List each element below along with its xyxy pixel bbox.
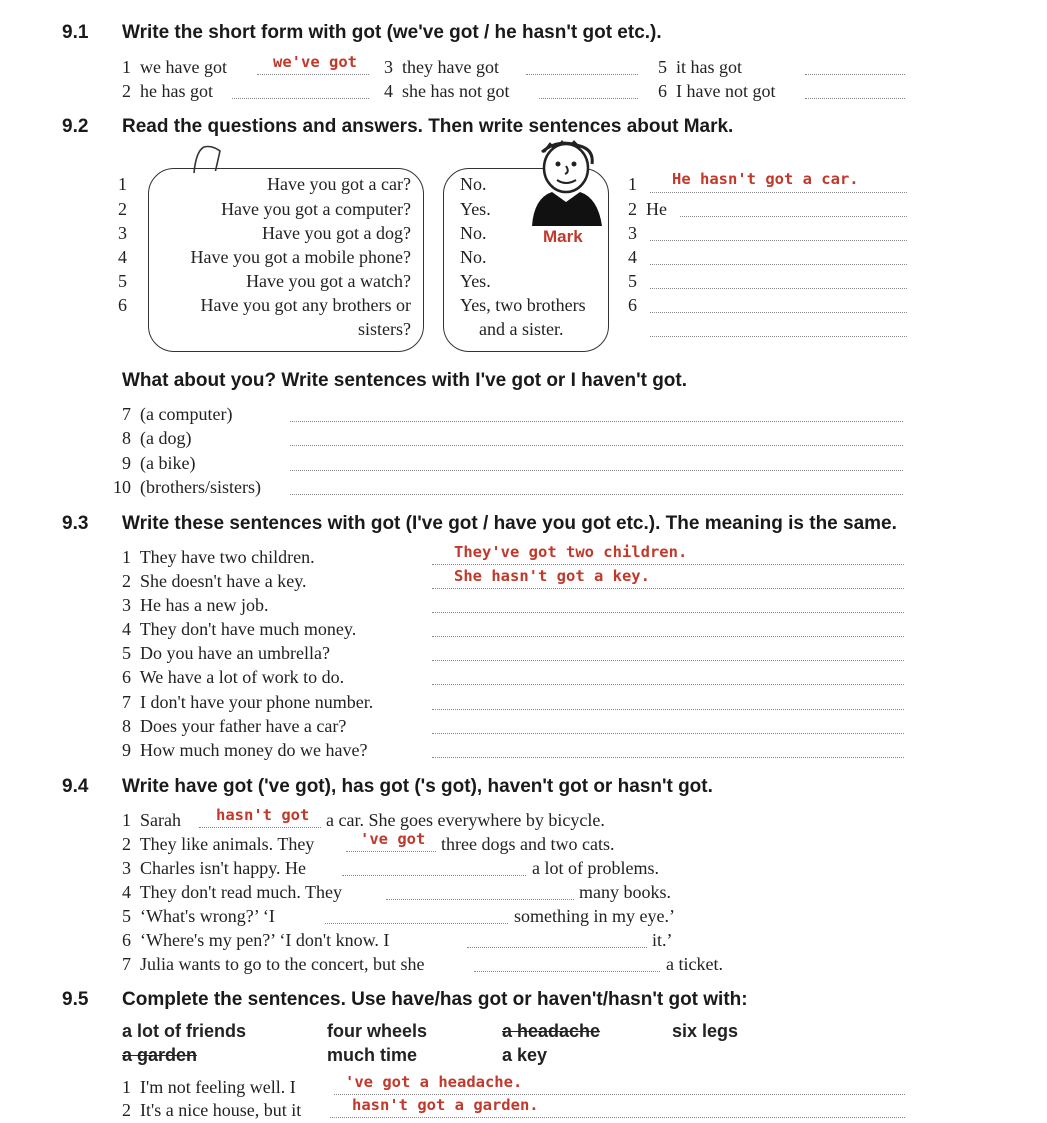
- exercise-9-1-instruction: Write the short form with got (we've got / he hasn't got etc.).: [122, 22, 662, 43]
- mark-sentence-number-2: 2 He: [628, 199, 667, 219]
- ex93-answer-line-1[interactable]: [432, 564, 904, 565]
- ex94-answer-line-3[interactable]: [342, 875, 526, 876]
- you-answer-line-8[interactable]: [290, 445, 903, 446]
- exercise-9-3-instruction: Write these sentences with got (I've got / have you got etc.). The meaning is the same.: [122, 513, 897, 534]
- mark-sentence-line-6b[interactable]: [650, 336, 907, 337]
- question-2: Have you got a computer?: [221, 199, 411, 219]
- q-number-5: 5: [118, 271, 127, 291]
- phrase-a-headache: a headache: [502, 1021, 601, 1041]
- phrase-a-garden: a garden: [122, 1045, 198, 1065]
- mark-sentence-number-6: 6: [628, 295, 637, 315]
- ex91-item-2: 2 he has got: [122, 81, 213, 101]
- question-1: Have you got a car?: [267, 174, 411, 194]
- ex94-item-1-before: 1 Sarah: [122, 810, 181, 830]
- phrase-six-legs: six legs: [672, 1021, 739, 1041]
- ex94-item-2-before: 2 They like animals. They: [122, 834, 315, 854]
- answer-4: No.: [460, 247, 487, 267]
- answer-3: No.: [460, 223, 487, 243]
- ex93-item-4: 4 They don't have much money.: [122, 619, 357, 639]
- q-number-2: 2: [118, 199, 127, 219]
- ex94-answer-line-7[interactable]: [474, 971, 660, 972]
- ex95-answer-1: 've got a headache.: [345, 1073, 523, 1091]
- ex94-item-3-after: a lot of problems.: [532, 858, 659, 878]
- you-item-7: 7 (a computer): [122, 404, 233, 424]
- q-number-1: 1: [118, 174, 127, 194]
- phrase-a-lot-of-friends: a lot of friends: [122, 1021, 247, 1041]
- mark-sentence-line-3[interactable]: [650, 240, 907, 241]
- q-number-3: 3: [118, 223, 127, 243]
- phrase-a-key: a key: [502, 1045, 548, 1065]
- mark-sentence-line-4[interactable]: [650, 264, 907, 265]
- ex91-answer-line-1[interactable]: [257, 74, 369, 75]
- answer-2: Yes.: [460, 199, 491, 219]
- ex91-answer-line-2[interactable]: [232, 98, 369, 99]
- ex93-answer-line-5[interactable]: [432, 660, 904, 661]
- exercise-9-4-instruction: Write have got ('ve got), has got ('s got), haven't got or hasn't got.: [122, 776, 713, 797]
- ex95-answer-line-1[interactable]: [334, 1094, 905, 1095]
- ex91-answer-line-4[interactable]: [539, 98, 638, 99]
- ex93-item-1: 1 They have two children.: [122, 547, 315, 567]
- exercise-9-5-number: 9.5: [62, 989, 89, 1010]
- mark-sentence-number-3: 3: [628, 223, 637, 243]
- ex91-answer-line-5[interactable]: [805, 74, 905, 75]
- mark-sentence-line-6[interactable]: [650, 312, 907, 313]
- q-number-4: 4: [118, 247, 127, 267]
- ex93-answer-line-2[interactable]: [432, 588, 904, 589]
- ex91-item-6: 6 I have not got: [658, 81, 776, 101]
- you-answer-line-10[interactable]: [290, 494, 903, 495]
- ex91-item-4: 4 she has not got: [384, 81, 510, 101]
- ex94-item-7-after: a ticket.: [666, 954, 723, 974]
- you-answer-line-9[interactable]: [290, 470, 903, 471]
- you-item-8: 8 (a dog): [122, 428, 192, 448]
- ex93-item-9: 9 How much money do we have?: [122, 740, 368, 760]
- ex91-answer-line-3[interactable]: [526, 74, 638, 75]
- ex94-item-5-after: something in my eye.’: [514, 906, 675, 926]
- ex93-item-8: 8 Does your father have a car?: [122, 716, 347, 736]
- ex94-answer-line-6[interactable]: [467, 947, 647, 948]
- ex94-item-2-after: three dogs and two cats.: [441, 834, 615, 854]
- ex93-item-6: 6 We have a lot of work to do.: [122, 667, 345, 687]
- ex93-answer-2: She hasn't got a key.: [454, 567, 650, 585]
- mark-sentence-number-4: 4: [628, 247, 637, 267]
- ex93-item-5: 5 Do you have an umbrella?: [122, 643, 330, 663]
- exercise-9-2-instruction: Read the questions and answers. Then write sentences about Mark.: [122, 116, 734, 137]
- ex93-answer-line-6[interactable]: [432, 684, 904, 685]
- question-4: Have you got a mobile phone?: [190, 247, 411, 267]
- question-6: Have you got any brothers or: [200, 295, 411, 315]
- ex94-item-3-before: 3 Charles isn't happy. He: [122, 858, 307, 878]
- ex93-answer-line-8[interactable]: [432, 733, 904, 734]
- you-item-10: 10 (brothers/sisters): [113, 477, 261, 497]
- ex95-answer-line-2[interactable]: [330, 1117, 905, 1118]
- mark-sentence-line-2[interactable]: [680, 216, 907, 217]
- ex94-item-5-before: 5 ‘What's wrong?’ ‘I: [122, 906, 275, 926]
- answer-1: No.: [460, 174, 487, 194]
- ex95-item-1: 1 I'm not feeling well. I: [122, 1077, 296, 1097]
- question-5: Have you got a watch?: [246, 271, 411, 291]
- ex93-answer-line-7[interactable]: [432, 709, 904, 710]
- mark-label: Mark: [543, 227, 583, 246]
- answer-6: Yes, two brothers: [460, 295, 586, 315]
- phrase-much-time: much time: [327, 1045, 418, 1065]
- ex93-item-2: 2 She doesn't have a key.: [122, 571, 307, 591]
- ex91-item-1: 1 we have got: [122, 57, 227, 77]
- ex94-answer-line-5[interactable]: [325, 923, 508, 924]
- ex94-answer-line-4[interactable]: [386, 899, 574, 900]
- ex94-item-4-before: 4 They don't read much. They: [122, 882, 343, 902]
- about-you-instruction: What about you? Write sentences with I've got or I haven't got.: [122, 370, 688, 391]
- exercise-9-3-number: 9.3: [62, 513, 89, 534]
- ex95-answer-2: hasn't got a garden.: [352, 1096, 539, 1114]
- ex94-item-6-after: it.’: [652, 930, 673, 950]
- mark-sentence-answer-1: He hasn't got a car.: [672, 170, 859, 188]
- ex91-answer-1: we've got: [273, 53, 357, 71]
- you-item-9: 9 (a bike): [122, 453, 196, 473]
- exercise-9-5-instruction: Complete the sentences. Use have/has got or haven't/hasn't got with:: [122, 989, 748, 1010]
- phrase-four-wheels: four wheels: [327, 1021, 428, 1041]
- ex94-answer-1: hasn't got: [216, 806, 310, 824]
- ex93-answer-line-3[interactable]: [432, 612, 904, 613]
- mark-sentence-line-5[interactable]: [650, 288, 907, 289]
- answer-6-line-2: and a sister.: [479, 319, 564, 339]
- you-answer-line-7[interactable]: [290, 421, 903, 422]
- question-6-line-2: sisters?: [358, 319, 411, 339]
- ex93-item-3: 3 He has a new job.: [122, 595, 269, 615]
- ex94-item-7-before: 7 Julia wants to go to the concert, but she: [122, 954, 425, 974]
- ex93-answer-line-9[interactable]: [432, 757, 904, 758]
- exercise-9-4-number: 9.4: [62, 776, 89, 797]
- mark-person-icon: [528, 140, 618, 230]
- exercise-9-2-number: 9.2: [62, 116, 89, 137]
- ex94-answer-line-2[interactable]: [346, 851, 436, 852]
- ex94-item-6-before: 6 ‘Where's my pen?’ ‘I don't know. I: [122, 930, 390, 950]
- answer-5: Yes.: [460, 271, 491, 291]
- question-3: Have you got a dog?: [262, 223, 411, 243]
- q-number-6: 6: [118, 295, 127, 315]
- ex93-answer-line-4[interactable]: [432, 636, 904, 637]
- ex94-answer-2: 've got: [360, 830, 426, 848]
- mark-sentence-line-1[interactable]: [650, 192, 907, 193]
- ex95-item-2: 2 It's a nice house, but it: [122, 1100, 302, 1120]
- ex94-item-4-after: many books.: [579, 882, 671, 902]
- ex94-answer-line-1[interactable]: [199, 827, 321, 828]
- mark-sentence-number-5: 5: [628, 271, 637, 291]
- ex94-item-1-after: a car. She goes everywhere by bicycle.: [326, 810, 605, 830]
- ex91-item-5: 5 it has got: [658, 57, 742, 77]
- ex93-answer-1: They've got two children.: [454, 543, 688, 561]
- exercise-9-1-number: 9.1: [62, 22, 89, 43]
- ex91-answer-line-6[interactable]: [805, 98, 905, 99]
- mark-sentence-number-1: 1: [628, 174, 637, 194]
- ex93-item-7: 7 I don't have your phone number.: [122, 692, 374, 712]
- ex91-item-3: 3 they have got: [384, 57, 499, 77]
